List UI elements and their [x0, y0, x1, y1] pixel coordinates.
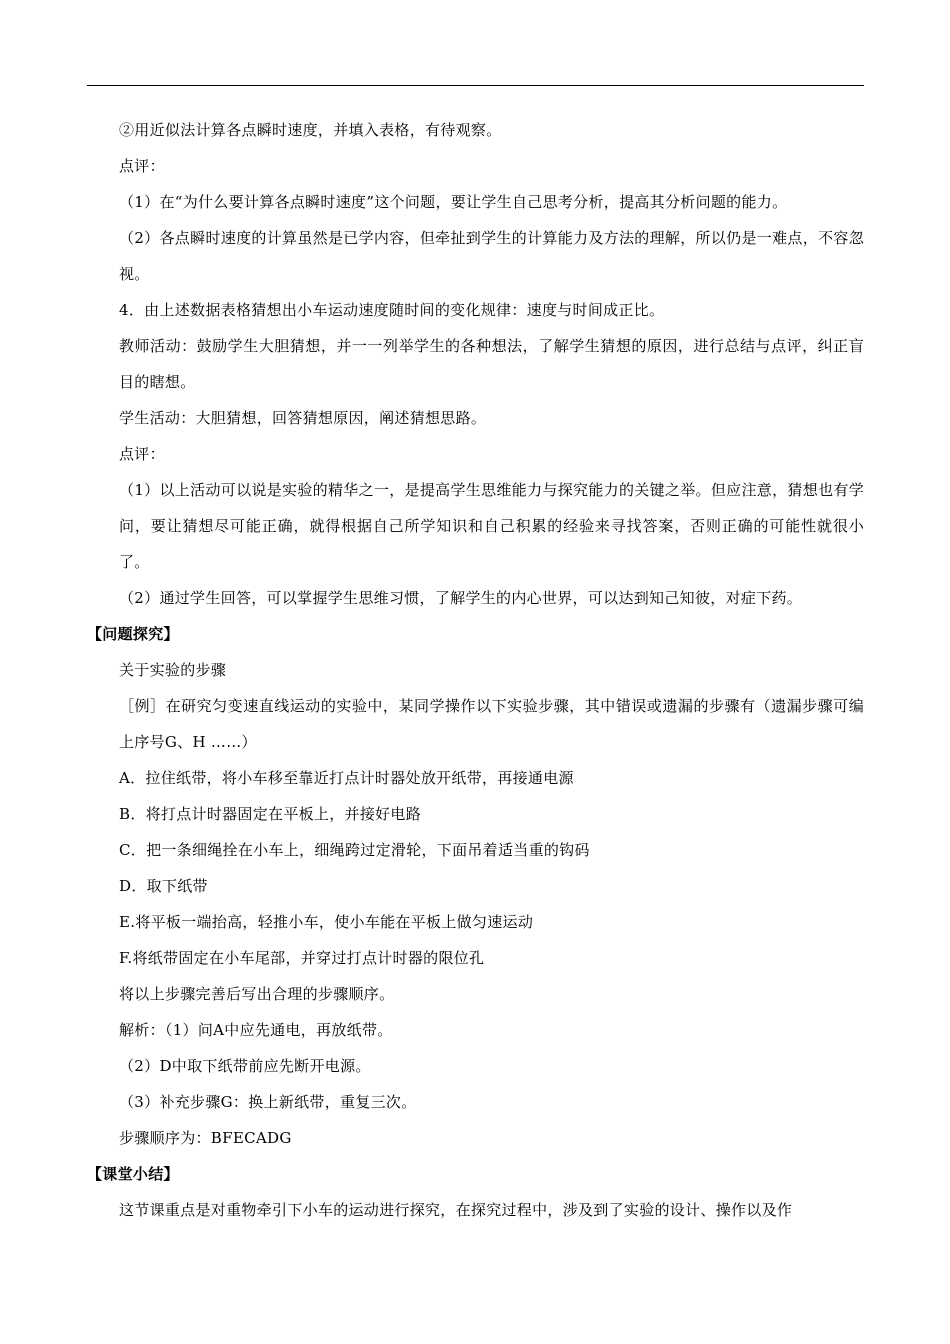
option-f: F.将纸带固定在小车尾部，并穿过打点计时器的限位孔 — [119, 949, 485, 967]
analysis-3: （3）补充步骤G：换上新纸带，重复三次。 — [119, 1093, 417, 1111]
comment-2-1: （1）以上活动可以说是实验的精华之一，是提高学生思维能力与探究能力的关键之举。但应注意，猜想也有学问，要让猜想尽可能正确，就得根据自己所学知识和自己积累的经验来寻找答案，否则正确的可能性就很小了。 — [119, 481, 864, 571]
header-rule — [87, 85, 864, 86]
student-activity: 学生活动：大胆猜想，回答猜想原因，阐述猜想思路。 — [119, 409, 487, 427]
document-body — [87, 112, 864, 1228]
section-heading-summary: 【课堂小结】 — [87, 1165, 179, 1183]
comment-1-2: （2）各点瞬时速度的计算虽然是已学内容，但牵扯到学生的计算能力及方法的理解，所以仍是一难点，不容忽视。 — [119, 229, 864, 283]
summary-text: 这节课重点是对重物牵引下小车的运动进行探究，在探究过程中，涉及到了实验的设计、操作以及作 — [119, 1201, 793, 1219]
teacher-activity: 教师活动：鼓励学生大胆猜想，并一一列举学生的各种想法，了解学生猜想的原因，进行总结与点评，纠正盲目的瞎想。 — [119, 337, 864, 391]
option-d: D．取下纸带 — [119, 877, 208, 895]
topic-steps: 关于实验的步骤 — [119, 661, 227, 679]
answer-order: 步骤顺序为：BFECADG — [119, 1129, 292, 1147]
section-heading-problem: 【问题探究】 — [87, 625, 179, 643]
option-e: E.将平板一端抬高，轻推小车，使小车能在平板上做匀速运动 — [119, 913, 534, 931]
comment-1-1: （1）在“为什么要计算各点瞬时速度”这个问题，要让学生自己思考分析，提高其分析问题的能力。 — [119, 193, 788, 211]
option-b: B．将打点计时器固定在平板上，并接好电路 — [119, 805, 422, 823]
example-question: ［例］在研究匀变速直线运动的实验中，某同学操作以下实验步骤，其中错误或遗漏的步骤有（遗漏步骤可编上序号G、H ……） — [119, 697, 864, 751]
comment-2-2: （2）通过学生回答，可以掌握学生思维习惯，了解学生的内心世界，可以达到知己知彼，对症下药。 — [119, 589, 803, 607]
paragraph-step-4: 4．由上述数据表格猜想出小车运动速度随时间的变化规律：速度与时间成正比。 — [119, 301, 665, 319]
option-c: C．把一条细绳拴在小车上，细绳跨过定滑轮，下面吊着适当重的钩码 — [119, 841, 590, 859]
option-a: A．拉住纸带，将小车移至靠近打点计时器处放开纸带，再接通电源 — [119, 769, 574, 787]
analysis-1: 解析：（1）问A中应先通电，再放纸带。 — [119, 1021, 393, 1039]
task-statement: 将以上步骤完善后写出合理的步骤顺序。 — [119, 985, 395, 1003]
paragraph-step-2: ②用近似法计算各点瞬时速度，并填入表格，有待观察。 — [119, 121, 502, 139]
analysis-2: （2）D中取下纸带前应先断开电源。 — [119, 1057, 371, 1075]
comment-label-1: 点评： — [119, 157, 165, 175]
comment-label-2: 点评： — [119, 445, 165, 463]
